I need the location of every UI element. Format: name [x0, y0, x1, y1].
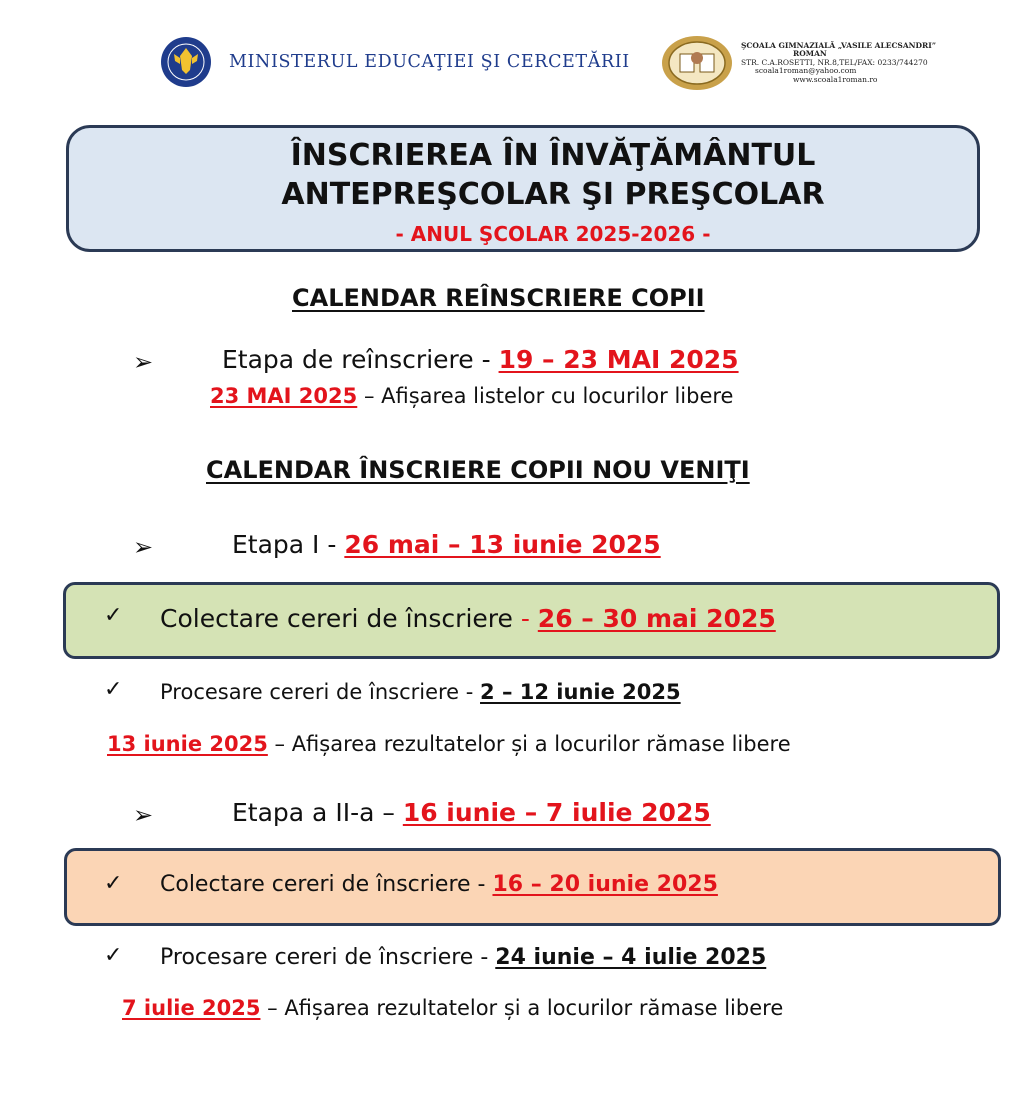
- stage1-dates: 26 mai – 13 iunie 2025: [344, 530, 661, 559]
- stage2-process-dates: 24 iunie – 4 iulie 2025: [495, 945, 767, 970]
- ministry-name: MINISTERUL EDUCAŢIEI ŞI CERCETĂRII: [229, 52, 630, 72]
- stage1-collect-label: Colectare cereri de înscriere: [160, 604, 521, 633]
- checkmark-icon: ✓: [104, 871, 123, 896]
- stage2-label: Etapa a II-a –: [232, 798, 403, 827]
- government-seal-logo: [150, 36, 220, 88]
- reenrollment-notice-row: [210, 384, 733, 408]
- title-line-1: ÎNSCRIEREA ÎN ÎNVĂŢĂMÂNTUL: [290, 138, 816, 173]
- stage1-result-row: [107, 732, 791, 756]
- reenrollment-stage-dates: 19 – 23 MAI 2025: [498, 345, 739, 374]
- stage1-collect-row: [160, 604, 776, 633]
- school-website: www.scoala1roman.ro: [793, 74, 878, 84]
- arrowhead-bullet-icon: ➢: [133, 801, 154, 829]
- stage1-label: Etapa I -: [232, 530, 345, 559]
- school-contact-block: [741, 42, 936, 84]
- school-name: ŞCOALA GIMNAZIALĂ „VASILE ALECSANDRI”: [741, 41, 937, 50]
- school-email: scoala1roman@yahoo.com: [755, 66, 857, 76]
- stage2-result-text: – Afișarea rezultatelor și a locurilor rămase libere: [260, 996, 784, 1020]
- reenrollment-notice-text: – Afișarea listelor cu locurilor libere: [357, 384, 734, 408]
- arrowhead-bullet-icon: ➢: [133, 348, 154, 376]
- stage1-collect-sep: -: [520, 604, 538, 633]
- stage2-collect-row: [160, 872, 718, 897]
- stage1-process-label: Procesare cereri de înscriere -: [160, 680, 481, 704]
- stage2-process-row: [160, 945, 766, 970]
- stage2-collect-label: Colectare cereri de înscriere -: [160, 872, 493, 897]
- reenrollment-stage-label: Etapa de reînscriere -: [222, 345, 499, 374]
- arrowhead-bullet-icon: ➢: [133, 533, 154, 561]
- stage1-result-date: 13 iunie 2025: [107, 732, 268, 756]
- checkmark-icon: ✓: [104, 943, 123, 968]
- school-city: ROMAN: [793, 49, 827, 59]
- stage2-collect-dates: 16 – 20 iunie 2025: [492, 872, 718, 897]
- stage2-result-row: [122, 996, 783, 1020]
- school-address: STR. C.A.ROSETTI, NR.8,TEL/FAX: 0233/744270: [741, 57, 928, 67]
- school-emblem-logo: [660, 34, 734, 92]
- stage1-collect-dates: 26 – 30 mai 2025: [537, 604, 776, 633]
- stage2-row: [232, 798, 711, 827]
- reenrollment-notice-date: 23 MAI 2025: [210, 384, 358, 408]
- checkmark-icon: ✓: [104, 603, 123, 628]
- enrollment-heading: CALENDAR ÎNSCRIERE COPII NOU VENIŢI: [206, 456, 750, 484]
- reenrollment-heading: CALENDAR REÎNSCRIERE COPII: [292, 284, 705, 312]
- stage1-row: [232, 530, 661, 559]
- title-line-2: ANTEPREŞCOLAR ŞI PREŞCOLAR: [281, 177, 825, 212]
- stage2-process-label: Procesare cereri de înscriere -: [160, 945, 496, 970]
- title-school-year: - ANUL ŞCOLAR 2025-2026 -: [395, 222, 711, 246]
- stage1-process-row: [160, 680, 681, 704]
- reenrollment-stage-row: [222, 345, 739, 374]
- stage2-result-date: 7 iulie 2025: [122, 996, 261, 1020]
- checkmark-icon: ✓: [104, 677, 123, 702]
- stage2-dates: 16 iunie – 7 iulie 2025: [402, 798, 711, 827]
- stage1-process-dates: 2 – 12 iunie 2025: [480, 680, 681, 704]
- stage1-result-text: – Afișarea rezultatelor și a locurilor rămase libere: [267, 732, 791, 756]
